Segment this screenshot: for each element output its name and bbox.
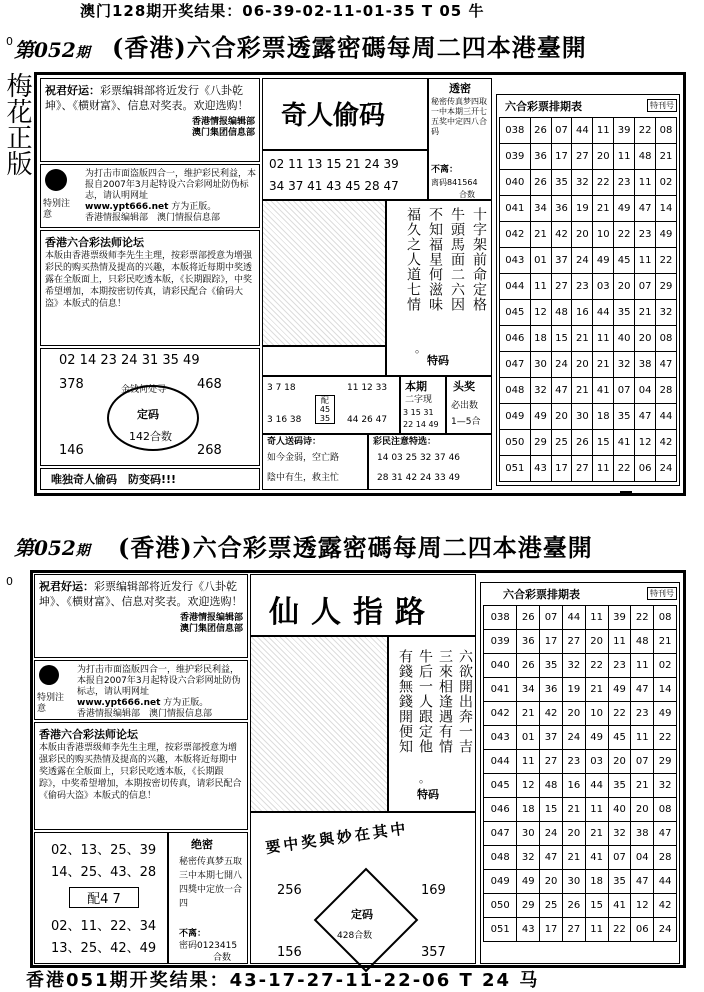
schedule-cell: 21 xyxy=(562,798,585,822)
schedule-cell: 041 xyxy=(484,678,517,702)
this-issue-box: 本期 二字现 3 15 31 22 14 49 xyxy=(400,376,446,434)
schedule-cell: 28 xyxy=(656,378,677,404)
schedule-cell: 11 xyxy=(614,144,635,170)
schedule-cell: 038 xyxy=(484,606,517,630)
schedule-cell: 19 xyxy=(562,678,585,702)
bottom-banner: 香港051期开奖结果：43-17-27-11-22-06 T 24 马 xyxy=(26,970,540,991)
schedule-cell: 24 xyxy=(562,726,585,750)
schedule-cell: 01 xyxy=(517,726,540,750)
schedule-cell: 20 xyxy=(631,798,654,822)
schedule-cell: 08 xyxy=(654,798,677,822)
schedule-cell: 23 xyxy=(572,274,593,300)
schedule-cell: 03 xyxy=(593,274,614,300)
schedule-cell: 26 xyxy=(572,430,593,456)
thief-numbers-box: 02 11 13 15 21 24 39 34 37 41 43 45 28 47 xyxy=(262,150,428,200)
schedule-cell: 23 xyxy=(614,170,635,196)
schedule-cell: 11 xyxy=(631,654,654,678)
schedule-cell: 36 xyxy=(530,144,551,170)
schedule-cell: 18 xyxy=(517,798,540,822)
schedule-cell: 18 xyxy=(530,326,551,352)
pair-box: 3 7 18 3 16 38 配 45 35 11 12 33 44 26 47 xyxy=(262,376,400,434)
schedule-box-top xyxy=(496,94,680,486)
schedule-cell: 04 xyxy=(635,378,656,404)
schedule-cell: 27 xyxy=(572,144,593,170)
schedule-cell: 22 xyxy=(656,248,677,274)
schedule-cell: 26 xyxy=(530,170,551,196)
schedule-cell: 44 xyxy=(585,774,608,798)
schedule-cell: 21 xyxy=(654,630,677,654)
schedule-cell: 041 xyxy=(500,196,531,222)
schedule-cell: 21 xyxy=(572,326,593,352)
schedule-cell: 11 xyxy=(585,606,608,630)
schedule-cell: 34 xyxy=(530,196,551,222)
schedule-row xyxy=(484,726,677,750)
schedule-row xyxy=(484,702,677,726)
schedule-cell: 21 xyxy=(572,378,593,404)
schedule-cell: 040 xyxy=(484,654,517,678)
page-marker: 0 xyxy=(6,35,13,48)
headline-bottom: (香港)六合彩票透露密碼每周二四本港臺開 xyxy=(118,533,593,562)
schedule-cell: 12 xyxy=(517,774,540,798)
schedule-cell: 12 xyxy=(635,430,656,456)
schedule-cell: 48 xyxy=(631,630,654,654)
page-marker-bottom: 0 xyxy=(6,575,13,588)
schedule-cell: 06 xyxy=(635,456,656,482)
schedule-cell: 047 xyxy=(500,352,531,378)
schedule-cell: 30 xyxy=(562,870,585,894)
schedule-row xyxy=(484,774,677,798)
schedule-box-bottom: 六合彩票排期表 特刊号 038 26 07 44 11 39 22 08 039 36 17 27 20 11 48 21 040 26 35 32 22 23 11 02 041 34 36 19 21 49 47 14 042 21 42 20 10 22 23 49 043 01 37 24 49 45 11 22 044 11 27 23 03 20 07 29 045 12 48 16 44 35 21 32 046 18 15 21 11 40 20 08 047 30 24 20 21 32 38 47 048 32 47 21 41 07 04 28 049 49 20 30 18 35 47 44 050 29 25 26 15 41 12 42 051 43 17 27 11 22 06 24 xyxy=(480,582,680,964)
schedule-cell: 49 xyxy=(517,870,540,894)
schedule-row xyxy=(484,750,677,774)
schedule-cell: 21 xyxy=(593,352,614,378)
schedule-cell: 41 xyxy=(608,894,631,918)
schedule-cell: 49 xyxy=(614,196,635,222)
schedule-cell: 21 xyxy=(530,222,551,248)
schedule-cell: 20 xyxy=(608,750,631,774)
schedule-row xyxy=(500,248,677,274)
schedule-cell: 21 xyxy=(631,774,654,798)
schedule-cell: 48 xyxy=(635,144,656,170)
schedule-cell: 22 xyxy=(608,702,631,726)
schedule-cell: 47 xyxy=(635,196,656,222)
schedule-cell: 24 xyxy=(654,918,677,942)
schedule-cell: 35 xyxy=(551,170,572,196)
schedule-cell: 14 xyxy=(656,196,677,222)
schedule-cell: 44 xyxy=(572,118,593,144)
bomb-icon xyxy=(45,169,67,191)
schedule-cell: 32 xyxy=(654,774,677,798)
schedule-cell: 20 xyxy=(551,404,572,430)
thief-title: 奇人偷码 xyxy=(281,101,386,131)
schedule-cell: 49 xyxy=(608,678,631,702)
schedule-cell: 49 xyxy=(656,222,677,248)
schedule-row xyxy=(500,456,677,482)
schedule-cell: 26 xyxy=(562,894,585,918)
schedule-cell: 45 xyxy=(614,248,635,274)
schedule-cell: 20 xyxy=(562,822,585,846)
schedule-cell: 29 xyxy=(656,274,677,300)
schedule-cell: 47 xyxy=(656,352,677,378)
schedule-cell: 32 xyxy=(608,822,631,846)
schedule-cell: 048 xyxy=(484,846,517,870)
immortal-illustration xyxy=(250,636,388,812)
thief-title-box xyxy=(262,78,428,150)
schedule-cell: 39 xyxy=(608,606,631,630)
schedule-cell: 24 xyxy=(656,456,677,482)
number-list-panel: 02、13、25、39 14、25、43、28 配4 7 02、11、22、34 13、25、42、49 xyxy=(34,832,168,964)
schedule-cell: 22 xyxy=(608,918,631,942)
schedule-cell: 08 xyxy=(656,326,677,352)
absolute-secret-box: 绝密 秘密传真梦五取三中本期七開八四獎中定放一合四 不离： 密码0123415 合数 xyxy=(168,832,248,964)
schedule-cell: 07 xyxy=(551,118,572,144)
schedule-cell: 38 xyxy=(631,822,654,846)
schedule-cell: 29 xyxy=(517,894,540,918)
schedule-cell: 18 xyxy=(585,870,608,894)
schedule-cell: 20 xyxy=(540,870,563,894)
schedule-row xyxy=(500,430,677,456)
schedule-cell: 18 xyxy=(593,404,614,430)
panel1-numbers: 02 14 23 24 31 35 49 xyxy=(59,353,200,368)
headline-top: (香港)六合彩票透露密碼每周二四本港臺開 xyxy=(112,33,587,62)
schedule-cell: 050 xyxy=(500,430,531,456)
schedule-cell: 23 xyxy=(631,702,654,726)
schedule-cell: 21 xyxy=(562,846,585,870)
schedule-cell: 11 xyxy=(593,326,614,352)
schedule-cell: 26 xyxy=(517,606,540,630)
greeting-box-2: 祝君好运：彩票编辑部将近发行《八卦乾坤》、《横财富》、信息对奖表。欢迎选购！ 香港情报编辑部 澳门集团信息部 xyxy=(34,574,248,658)
schedule-cell: 15 xyxy=(593,430,614,456)
schedule-cell: 17 xyxy=(540,918,563,942)
schedule-cell: 07 xyxy=(631,750,654,774)
schedule-row xyxy=(500,118,677,144)
schedule-cell: 32 xyxy=(614,352,635,378)
schedule-cell: 20 xyxy=(593,144,614,170)
schedule-cell: 47 xyxy=(635,404,656,430)
schedule-cell: 29 xyxy=(530,430,551,456)
schedule-cell: 16 xyxy=(562,774,585,798)
schedule-cell: 050 xyxy=(484,894,517,918)
schedule-cell: 49 xyxy=(593,248,614,274)
poem-box: 奇人送码诗： 如今金弱，空亡路 陰中有生，救主忙 xyxy=(262,434,368,490)
schedule-cell: 046 xyxy=(484,798,517,822)
schedule-cell: 48 xyxy=(551,300,572,326)
schedule-row xyxy=(500,274,677,300)
immortal-title: 仙人指路 xyxy=(269,595,437,630)
schedule-cell: 47 xyxy=(540,846,563,870)
schedule-cell: 47 xyxy=(631,870,654,894)
schedule-row xyxy=(500,300,677,326)
schedule-cell: 049 xyxy=(500,404,531,430)
schedule-row xyxy=(500,404,677,430)
schedule-cell: 41 xyxy=(614,430,635,456)
schedule-cell: 22 xyxy=(631,606,654,630)
schedule-cell: 41 xyxy=(585,846,608,870)
schedule-row xyxy=(484,678,677,702)
schedule-cell: 25 xyxy=(540,894,563,918)
issue-number-top: 第052期 xyxy=(14,38,90,62)
schedule-cell: 20 xyxy=(585,630,608,654)
schedule-cell: 23 xyxy=(635,222,656,248)
schedule-cell: 15 xyxy=(585,894,608,918)
schedule-cell: 32 xyxy=(656,300,677,326)
schedule-cell: 042 xyxy=(484,702,517,726)
schedule-cell: 32 xyxy=(572,170,593,196)
schedule-cell: 30 xyxy=(572,404,593,430)
schedule-cell: 32 xyxy=(530,378,551,404)
schedule-cell: 039 xyxy=(484,630,517,654)
schedule-cell: 10 xyxy=(593,222,614,248)
schedule-cell: 11 xyxy=(530,274,551,300)
immortal-verse-box: 六欲開出奔一吉 三來相逢遇有情 牛后一人跟定他 有錢無錢開便知 。 特码 xyxy=(388,636,476,812)
schedule-cell: 24 xyxy=(572,248,593,274)
schedule-cell: 01 xyxy=(530,248,551,274)
schedule-cell: 36 xyxy=(551,196,572,222)
head-prize-box: 头奖 必出数 1—5合 xyxy=(446,376,492,434)
schedule-cell: 22 xyxy=(585,654,608,678)
schedule-cell: 24 xyxy=(540,822,563,846)
schedule-row xyxy=(484,918,677,942)
schedule-cell: 11 xyxy=(593,118,614,144)
schedule-cell: 23 xyxy=(608,654,631,678)
schedule-cell: 22 xyxy=(614,456,635,482)
schedule-cell: 21 xyxy=(585,822,608,846)
greeting-box: 祝君好运：彩票编辑部将近发行《八卦乾坤》、《横财富》、信息对奖表。欢迎选购！ 香港情报编辑部 澳门集团信息部 xyxy=(40,78,260,162)
schedule-cell: 21 xyxy=(517,702,540,726)
schedule-cell: 24 xyxy=(551,352,572,378)
schedule-row xyxy=(500,378,677,404)
schedule-row xyxy=(500,196,677,222)
schedule-cell: 038 xyxy=(500,118,531,144)
schedule-cell: 07 xyxy=(614,378,635,404)
schedule-cell: 11 xyxy=(517,750,540,774)
schedule-cell: 051 xyxy=(500,456,531,482)
schedule-cell: 047 xyxy=(484,822,517,846)
schedule-cell: 08 xyxy=(654,606,677,630)
schedule-cell: 16 xyxy=(572,300,593,326)
schedule-cell: 21 xyxy=(585,678,608,702)
schedule-cell: 35 xyxy=(608,774,631,798)
schedule-cell: 08 xyxy=(656,118,677,144)
thief-illustration xyxy=(262,200,386,346)
schedule-row xyxy=(484,654,677,678)
schedule-cell: 06 xyxy=(631,918,654,942)
special-pick-box: 彩民注意特选： 14 03 25 32 37 46 28 31 42 24 33 49 xyxy=(368,434,492,490)
schedule-cell: 039 xyxy=(500,144,531,170)
schedule-cell: 07 xyxy=(608,846,631,870)
schedule-cell: 35 xyxy=(614,404,635,430)
schedule-cell: 35 xyxy=(614,300,635,326)
schedule-cell: 30 xyxy=(530,352,551,378)
schedule-cell: 47 xyxy=(551,378,572,404)
schedule-cell: 02 xyxy=(656,170,677,196)
schedule-cell: 14 xyxy=(654,678,677,702)
immortal-title-box xyxy=(250,574,476,636)
schedule-title: 六合彩票排期表 xyxy=(505,100,582,113)
schedule-cell: 11 xyxy=(593,456,614,482)
notice-box: 特别注意 为打击市面盗版四合一，维护彩民利益，本报自2007年3月起特设六合彩网址防伪标志，请认明网址 www.ypt666.net 方为正版。 香港情报编辑部 澳门情报信息部 xyxy=(40,164,260,228)
schedule-cell: 35 xyxy=(540,654,563,678)
schedule-cell: 42 xyxy=(656,430,677,456)
schedule-row xyxy=(484,798,677,822)
schedule-cell: 30 xyxy=(517,822,540,846)
schedule-cell: 36 xyxy=(540,678,563,702)
schedule-cell: 045 xyxy=(500,300,531,326)
schedule-cell: 21 xyxy=(656,144,677,170)
schedule-cell: 32 xyxy=(562,654,585,678)
schedule-cell: 20 xyxy=(562,702,585,726)
schedule-cell: 22 xyxy=(593,170,614,196)
schedule-cell: 048 xyxy=(500,378,531,404)
schedule-cell: 20 xyxy=(572,222,593,248)
schedule-cell: 10 xyxy=(585,702,608,726)
schedule-cell: 044 xyxy=(500,274,531,300)
vertical-brand: 梅花正版 xyxy=(2,72,32,176)
schedule-cell: 11 xyxy=(635,248,656,274)
schedule-cell: 47 xyxy=(631,678,654,702)
schedule-cell: 26 xyxy=(530,118,551,144)
schedule-tag: 特刊号 xyxy=(647,99,677,112)
schedule-cell: 049 xyxy=(484,870,517,894)
schedule-cell: 11 xyxy=(631,726,654,750)
schedule-cell: 21 xyxy=(635,300,656,326)
schedule-cell: 38 xyxy=(635,352,656,378)
schedule-row xyxy=(484,870,677,894)
schedule-cell: 051 xyxy=(484,918,517,942)
schedule-cell: 12 xyxy=(530,300,551,326)
schedule-cell: 03 xyxy=(585,750,608,774)
schedule-cell: 44 xyxy=(593,300,614,326)
schedule-cell: 19 xyxy=(572,196,593,222)
schedule-cell: 04 xyxy=(631,846,654,870)
thief-verse-box: 十字架前命定格 牛頭馬面二六因 不知福星何滋味 福久之人道七情 。 特码 xyxy=(386,200,492,376)
schedule-cell: 49 xyxy=(654,702,677,726)
schedule-cell: 27 xyxy=(562,918,585,942)
schedule-row xyxy=(484,630,677,654)
schedule-cell: 11 xyxy=(635,170,656,196)
schedule-cell: 36 xyxy=(517,630,540,654)
lucky-circle-panel: 02 14 23 24 31 35 49 378 468 金钱何处寻 定码 142合数 146 268 xyxy=(40,348,260,466)
panel1-footer: 唯独奇人偷码 防变码!!! xyxy=(40,468,260,490)
schedule-cell: 040 xyxy=(500,170,531,196)
schedule-cell: 39 xyxy=(614,118,635,144)
issue-number-bottom: 第052期 xyxy=(14,536,90,560)
schedule-cell: 043 xyxy=(484,726,517,750)
schedule-cell: 044 xyxy=(484,750,517,774)
schedule-cell: 12 xyxy=(631,894,654,918)
schedule-cell: 02 xyxy=(654,654,677,678)
schedule-cell: 37 xyxy=(540,726,563,750)
immortal-arc: 要中奖與妙在其中 xyxy=(264,819,410,857)
schedule-cell: 15 xyxy=(551,326,572,352)
schedule-cell: 44 xyxy=(656,404,677,430)
schedule-cell: 37 xyxy=(551,248,572,274)
forum-box-2: 香港六合彩法师论坛 本版由香港票级师李先生主理，按彩票部授意为增强彩民的购买热情及提高的兴趣，本版将近每期中奖透露在全版面上，只彩民吃透本版，《长期跟踪》，中奖希望增加，本期按密切传真，请彩民配合《偷码大盗》本版式的信息！ xyxy=(34,722,248,830)
schedule-cell: 043 xyxy=(500,248,531,274)
schedule-cell: 43 xyxy=(517,918,540,942)
bomb-icon xyxy=(39,665,59,685)
schedule-row xyxy=(484,894,677,918)
schedule-cell: 20 xyxy=(635,326,656,352)
schedule-cell: 27 xyxy=(551,274,572,300)
schedule-cell: 27 xyxy=(562,630,585,654)
schedule-row xyxy=(500,170,677,196)
schedule-cell: 44 xyxy=(654,870,677,894)
schedule-table-bottom xyxy=(483,605,677,942)
schedule-cell: 20 xyxy=(614,274,635,300)
notice-box-2: 特别注意 为打击市面盗版四合一，维护彩民利益，本报自2007年3月起特设六合彩网址防伪标志，请认明网址 www.ypt666.net 方为正版。 香港情报编辑部 澳门情报信息部 xyxy=(34,660,248,720)
schedule-cell: 042 xyxy=(500,222,531,248)
schedule-cell: 43 xyxy=(530,456,551,482)
schedule-cell: 49 xyxy=(585,726,608,750)
schedule-cell: 11 xyxy=(608,630,631,654)
schedule-cell: 046 xyxy=(500,326,531,352)
schedule-cell: 42 xyxy=(540,702,563,726)
schedule-cell: 32 xyxy=(517,846,540,870)
schedule-table-top xyxy=(499,117,677,482)
forum-box: 香港六合彩法师论坛 本版由香港票级师李先生主理，按彩票部授意为增强彩民的购买热情及提高的兴趣，本版将近每期中奖透露在全版面上，只彩民吃透本版，《长期跟踪》，中奖希望增加，本期按密切传真，请彩民配合《偷码大盗》本版式的信息！ xyxy=(40,230,260,346)
schedule-row xyxy=(484,606,677,630)
schedule-cell: 22 xyxy=(635,118,656,144)
schedule-cell: 41 xyxy=(593,378,614,404)
immortal-lucky-panel: 要中奖與妙在其中 256 169 定码 428合数 156 357 xyxy=(250,812,476,964)
schedule-cell: 27 xyxy=(572,456,593,482)
notice-label: 特别注意 xyxy=(43,199,71,220)
schedule-row xyxy=(500,222,677,248)
schedule-cell: 11 xyxy=(585,918,608,942)
schedule-cell: 20 xyxy=(572,352,593,378)
schedule-cell: 22 xyxy=(654,726,677,750)
schedule-cell: 45 xyxy=(608,726,631,750)
schedule-cell: 07 xyxy=(635,274,656,300)
schedule-cell: 34 xyxy=(517,678,540,702)
schedule-cell: 07 xyxy=(540,606,563,630)
schedule-cell: 17 xyxy=(551,144,572,170)
schedule-cell: 26 xyxy=(517,654,540,678)
schedule-cell: 21 xyxy=(593,196,614,222)
schedule-cell: 42 xyxy=(551,222,572,248)
schedule-cell: 045 xyxy=(484,774,517,798)
schedule-cell: 17 xyxy=(540,630,563,654)
schedule-cell: 29 xyxy=(654,750,677,774)
schedule-cell: 49 xyxy=(530,404,551,430)
schedule-row xyxy=(484,846,677,870)
top-banner: 澳门128期开奖结果：06-39-02-11-01-35 T 05 牛 xyxy=(80,2,485,20)
schedule-row xyxy=(500,326,677,352)
schedule-cell: 40 xyxy=(614,326,635,352)
schedule-cell: 23 xyxy=(562,750,585,774)
schedule-cell: 17 xyxy=(551,456,572,482)
schedule-cell: 25 xyxy=(551,430,572,456)
schedule-cell: 42 xyxy=(654,894,677,918)
schedule-cell: 15 xyxy=(540,798,563,822)
schedule-row xyxy=(500,144,677,170)
schedule-cell: 40 xyxy=(608,798,631,822)
schedule-cell: 47 xyxy=(654,822,677,846)
schedule-cell: 35 xyxy=(608,870,631,894)
schedule-cell: 27 xyxy=(540,750,563,774)
schedule-cell: 44 xyxy=(562,606,585,630)
schedule-cell: 48 xyxy=(540,774,563,798)
schedule-cell: 28 xyxy=(654,846,677,870)
schedule-cell: 11 xyxy=(585,798,608,822)
schedule-cell: 22 xyxy=(614,222,635,248)
secret-box: 透密 秘密传真梦四取一中本期三开七五奖中定四八合码 不离： 离码841564 合数 xyxy=(428,78,492,200)
schedule-row xyxy=(500,352,677,378)
schedule-row xyxy=(484,822,677,846)
